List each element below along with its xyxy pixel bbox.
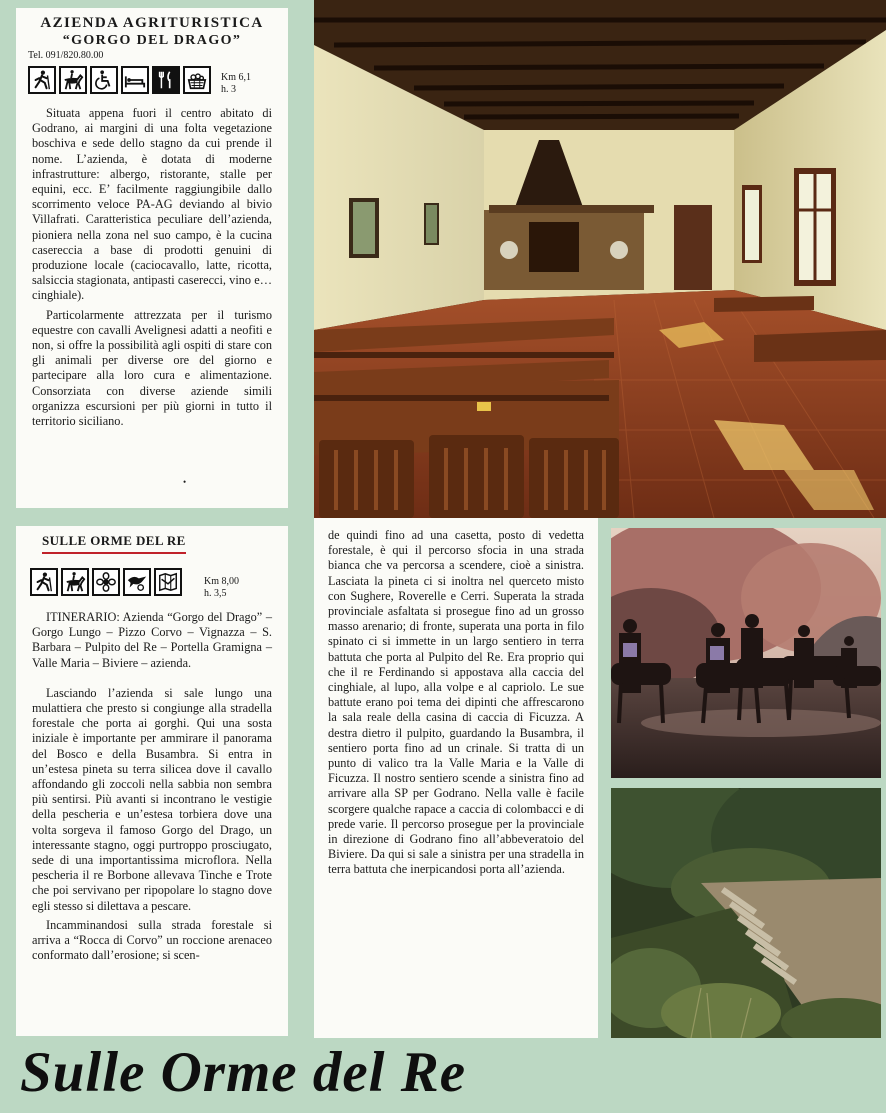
- map-icon: [154, 568, 182, 596]
- flora-icon: [92, 568, 120, 596]
- horse-riding-icon: [61, 568, 89, 596]
- fauna-icon: [123, 568, 151, 596]
- farm-title-line2: “GORGO DEL DRAGO”: [62, 33, 242, 48]
- section1-panel: [16, 8, 288, 508]
- route-distance-km: Km 8,00: [204, 576, 239, 587]
- route-paragraph-3: de quindi fino ad una casetta, posto di vedetta forestale, è qui il percorso sfocia in una strada bianca che va percorsa a scendere, cioè a sinistra. Lasciata la pineta ci si inoltra nel querceto misto con Sughere, Roverelle e Cerri. Superata la strada provinciale asfaltata si prosegue fino ad un grosso masso arenario; di fronte, superata una porta in filo spinato ci si immette in un largo sentiero in terra battuta che porta al Pulpito del Re. Era proprio qui che il re Ferdinando si appostava alla caccia del cinghiale, al lupo, alla volpe e al capriolo. Le sue battute erano poi tema dei dipinti che affrescarono la sala reale della casina di caccia di Ficuzza. A destra dietro il pulpito, guardando la Busambra, il sentiero porta fino ad un crinale. Si tratta di un punto di valico tra la Valle Maria e la Valle di Ficuzza. Il nostro sentiero scende a sinistra fino ad arrivare alla SP per Godrano. Nella valle è facile scorgere qualche rapace a caccia di colombacci e di prede varie. Il percorso prosegue per la provinciale in direzione di Godrano fino all’abbeveratoio del Biviere. Da qui si sale a sinistra per una stradella in terra battuta che inerpicandosi porta all’azienda.: [328, 528, 584, 877]
- duration-hours: h. 3: [221, 84, 236, 95]
- route-duration-hours: h. 3,5: [204, 588, 227, 599]
- page-banner-title: Sulle Orme del Re: [20, 1041, 467, 1104]
- dining-hall-photo: [314, 0, 886, 518]
- farm-title-line1: AZIENDA AGRITURISTICA: [40, 15, 264, 31]
- distance-km: Km 6,1: [221, 72, 251, 83]
- hiking-icon: [28, 66, 56, 94]
- stone-stairs-photo: [611, 788, 881, 1038]
- section2-left-column: [16, 526, 288, 1036]
- route-description-left: [16, 610, 288, 963]
- lodging-icon: [121, 66, 149, 94]
- restaurant-icon: [152, 66, 180, 94]
- route-paragraph-2: Incamminandosi sulla strada forestale si arriva a “Rocca di Corvo” un roccione arenaceo conformato dall’erosione; si scen-: [32, 917, 272, 963]
- horse-riders-photo: [611, 528, 881, 778]
- route-paragraph-1: Lasciando l’azienda si sale lungo una mulattiera che presto si congiunge alla stradella forestale che porta ai gorghi. Qui una sosta iniziale è importante per ammirare il panorama del Bosco e della Busambra. Si entra in un’estesa pineta su terra silicea dove il cavallo affondando gli zoccoli nella sabbia non sembra più sentirsi. Più avanti si incontrano le vestigie della pescheria e un’estesa torbiera dove una volta sorgeva il famoso Gorgo del Drago, un interessante stagno, oggi purtroppo prosciugato, sede di una importantissima microflora. Nella pescheria il re Borbone allevava Tinche e Trote che poi servivano per ripopolare lo stagno dove egli stesso si dilettava a pescare.: [32, 685, 272, 913]
- farm-description: [16, 106, 288, 429]
- section2-middle-column: [314, 518, 598, 1038]
- farm-paragraph-2: Particolarmente attrezzata per il turismo equestre con cavalli Avelignesi adatti a neofiti e non, si offre la possibilità agli ospiti di stare con gli animali per diverse ore del giorno e partecipare alla loro cura e alimentazione. Consorziata con diverse aziende simili organizza escursioni per più giorni in tutto il territorio siciliano.: [32, 307, 272, 429]
- hiking-icon: [30, 568, 58, 596]
- facility-icons: [16, 66, 288, 96]
- farm-products-icon: [183, 66, 211, 94]
- distance-info: [221, 72, 251, 96]
- farm-telephone: Tel. 091/820.80.00: [28, 50, 104, 61]
- itinerary-text: ITINERARIO: Azienda “Gorgo del Drago” – Gorgo Lungo – Pizzo Corvo – Vignazza – S. Barbara – Pulpito del Re – Portella Gramigna – Valle Maria – Biviere – azienda.: [32, 610, 272, 670]
- wheelchair-icon: [90, 66, 118, 94]
- route-title: SULLE ORME DEL RE: [42, 533, 186, 554]
- horse-riding-icon: [59, 66, 87, 94]
- decorative-dot: •: [183, 477, 187, 487]
- route-icons: [16, 568, 288, 600]
- route-description-right: [314, 518, 598, 878]
- farm-paragraph-1: Situata appena fuori il centro abitato di Godrano, ai margini di una folta vegetazione boschiva e sede dello stagno da cui prende il nome. L’azienda, è dotata di moderne infrastrutture: albergo, ristorante, stalle per equini, ecc. E’ facilmente raggiungibile dallo scorrimento veloce PA-AG deviando al bivio Villafrati. Caratteristica peculiare dell’azienda, pioniera nella zona nel suo campo, è la cucina casereccia a base di prodotti genuini di produzione locale (caciocavallo, latte, ricotta, salsiccia stagionata, antipasti caserecci, vino e… cinghiale).: [32, 106, 272, 303]
- route-distance-info: [204, 576, 239, 600]
